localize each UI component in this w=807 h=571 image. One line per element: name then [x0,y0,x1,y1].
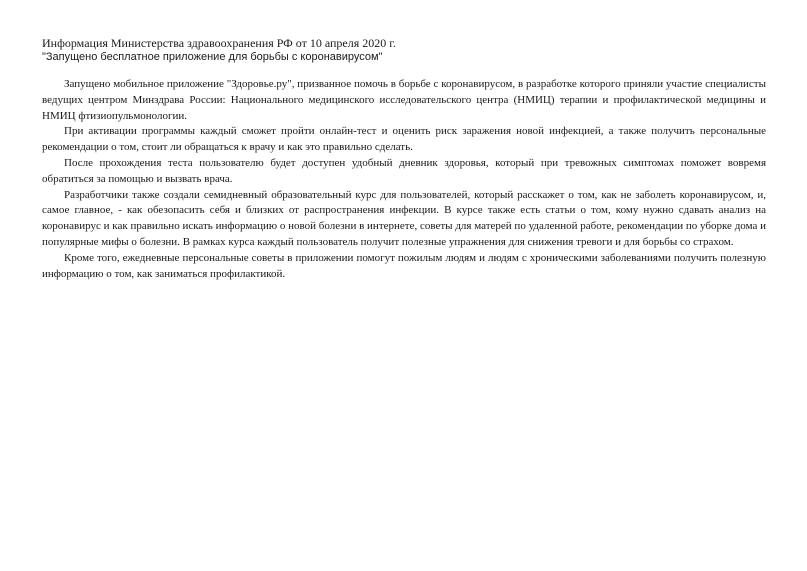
paragraph-daily-advice: Кроме того, ежедневные персональные советы в приложении помогут пожилым людям и людям с хроническими заболеваниями получить полезную информацию о том, как заниматься профилактикой. [42,251,766,280]
document-body [42,77,766,282]
paragraph-app-launch: Запущено мобильное приложение "Здоровье.ру", призванное помочь в борьбе с коронавирусом, в разработке которого приняли участие специалисты ведущих центром Минздрава России: Национального медицинского исследовательского центра (НМИЦ) терапии и профилактической медицины и НМИЦ фтизиопульмонологии. [42,78,766,122]
paragraph-health-diary: После прохождения теста пользователю будет доступен удобный дневник здоровья, который при тревожных симптомах поможет вовремя обратиться за помощью и вызвать врача. [42,156,766,185]
document-title: Информация Министерства здравоохранения РФ от 10 апреля 2020 г. [42,36,396,50]
document-subtitle: "Запущено бесплатное приложение для борьбы с коронавирусом" [42,51,383,63]
paragraph-online-test: При активации программы каждый сможет пройти онлайн-тест и оценить риск заражения новой инфекцией, а также получить персональные рекомендации о том, стоит ли обращаться к врачу и как это правильно сделать. [42,125,766,154]
paragraph-education-course: Разработчики также создали семидневный образовательный курс для пользователей, который расскажет о том, как не заболеть коронавирусом, и, самое главное, - как обезопасить себя и близких от распространения инфекции. В курсе также есть статьи о том, кому нужно сдавать анализ на коронавирус и как правильно искать информацию о новой болезни в интернете, советы для матерей по удаленной работе, рекомендации по уборке дома и популярные мифы о болезни. В рамках курса каждый пользователь получит полезные упражнения для снижения тревоги и для борьбы со страхом. [42,188,766,248]
document-header [42,36,766,64]
document-page [42,36,766,282]
